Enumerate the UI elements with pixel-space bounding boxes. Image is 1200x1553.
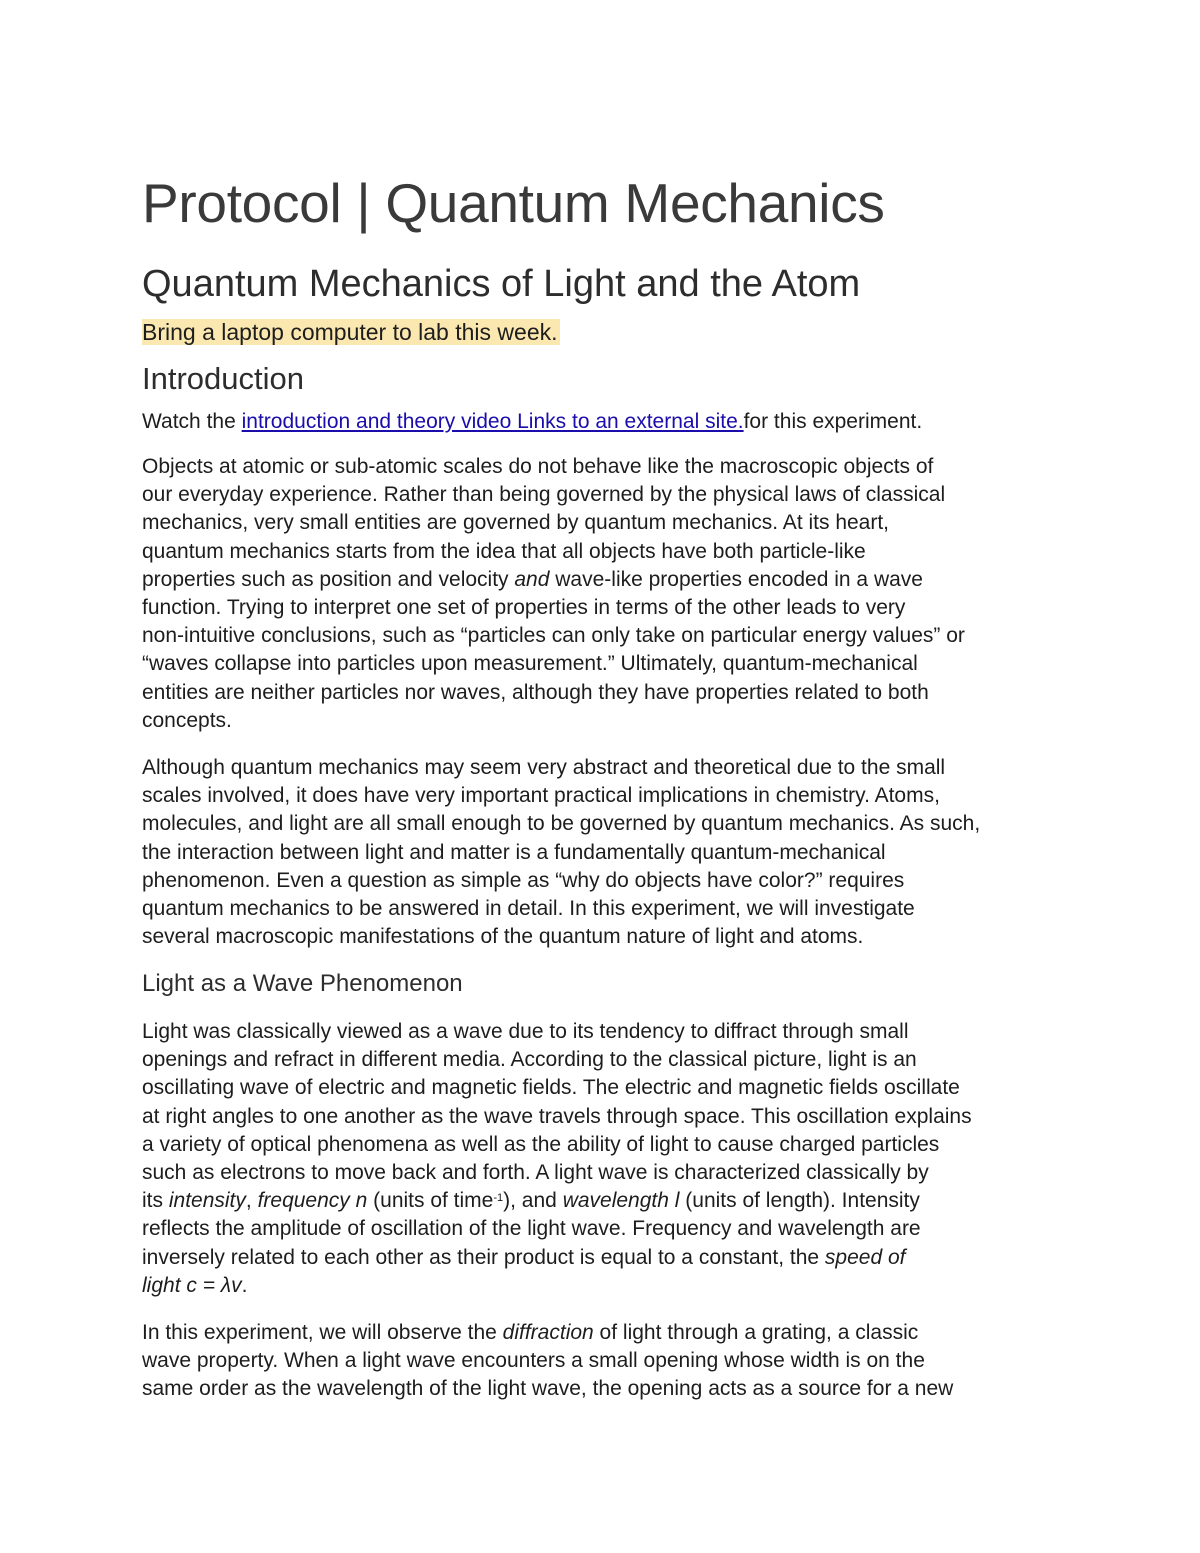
intro-paragraph-2 (142, 754, 980, 951)
emphasis: diffraction (502, 1321, 594, 1344)
watch-video-line (142, 408, 922, 436)
lab-notice (142, 316, 560, 348)
text-run: , (245, 1189, 258, 1213)
emphasis: intensity (168, 1189, 246, 1213)
page-title: Protocol | Quantum Mechanics (142, 172, 885, 234)
watch-suffix: for this experiment. (743, 410, 923, 433)
text-line: concepts. (142, 708, 232, 732)
text-run: (units of time (367, 1189, 494, 1213)
emphasis: wavelength l (562, 1189, 680, 1213)
text-line: openings and refract in different media. According to the classical picture, light is an (142, 1048, 917, 1072)
text-line: phenomenon. Even a question as simple as “why do objects have color?” requires (142, 868, 905, 892)
text-line: mechanics, very small entities are governed by quantum mechanics. At its heart, (142, 511, 890, 535)
text-line: oscillating wave of electric and magnetic fields. The electric and magnetic fields oscillate (142, 1076, 960, 1100)
superscript: -1 (493, 1192, 504, 1205)
watch-prefix: Watch the (142, 410, 242, 433)
emphasis: speed of (824, 1245, 906, 1269)
light-wave-paragraph-1 (142, 1018, 972, 1300)
text-line: non-intuitive conclusions, such as “particles can only take on particular energy values” or (142, 624, 965, 648)
text-line: entities are neither particles nor waves, although they have properties related to both (142, 680, 929, 704)
text-run: its (142, 1189, 169, 1213)
text-line: at right angles to one another as the wave travels through space. This oscillation explains (142, 1104, 972, 1128)
text-line: reflects the amplitude of oscillation of the light wave. Frequency and wavelength are (142, 1217, 921, 1241)
text-run: wave-like properties encoded in a wave (549, 567, 923, 591)
watch-video-paragraph (142, 408, 922, 436)
text-line: wave property. When a light wave encounters a small opening whose width is on the (142, 1349, 925, 1373)
text-line: Light was classically viewed as a wave due to its tendency to diffract through small (142, 1020, 909, 1043)
text-run: (units of length). Intensity (679, 1189, 920, 1213)
text-line: our everyday experience. Rather than being governed by the physical laws of classical (142, 483, 946, 507)
intro-paragraph-1 (142, 453, 965, 735)
text-line: a variety of optical phenomena as well as the ability of light to cause charged particles (142, 1132, 940, 1156)
emphasis: light c = λv (142, 1273, 242, 1297)
text-run: inversely related to each other as their product is equal to a constant, the (142, 1245, 825, 1269)
text-line: quantum mechanics to be answered in detail. In this experiment, we will investigate (142, 897, 915, 921)
text-line: “waves collapse into particles upon measurement.” Ultimately, quantum-mechanical (142, 652, 918, 676)
text-run: In this experiment, we will observe the (142, 1321, 503, 1344)
text-line (142, 1319, 953, 1347)
text-line (142, 1244, 972, 1272)
light-wave-paragraph-2 (142, 1319, 953, 1404)
text-run: ), and (503, 1189, 563, 1213)
text-line: Although quantum mechanics may seem very abstract and theoretical due to the small (142, 756, 946, 779)
text-line: quantum mechanics starts from the idea that all objects have both particle-like (142, 539, 866, 563)
text-line: molecules, and light are all small enough to be governed by quantum mechanics. As such, (142, 812, 981, 836)
text-line (142, 566, 965, 594)
theory-video-link[interactable]: introduction and theory video Links to an external site. (241, 410, 744, 433)
text-line: the interaction between light and matter is a fundamentally quantum-mechanical (142, 840, 886, 864)
page-subtitle: Quantum Mechanics of Light and the Atom (142, 263, 861, 305)
text-line: same order as the wavelength of the light wave, the opening acts as a source for a new (142, 1377, 954, 1401)
introduction-heading: Introduction (142, 361, 304, 396)
text-line (142, 1187, 972, 1215)
lab-notice-text: Bring a laptop computer to lab this week. (142, 319, 558, 345)
emphasis: and (514, 567, 550, 591)
light-wave-heading: Light as a Wave Phenomenon (142, 970, 463, 997)
text-line: Objects at atomic or sub-atomic scales do not behave like the macroscopic objects of (142, 455, 934, 478)
text-run: of light through a grating, a classic (593, 1321, 919, 1344)
emphasis: frequency n (257, 1189, 368, 1213)
text-line: function. Trying to interpret one set of properties in terms of the other leads to very (142, 596, 906, 620)
text-run: properties such as position and velocity (142, 567, 515, 591)
text-line (142, 1272, 972, 1300)
text-line: scales involved, it does have very important practical implications in chemistry. Atoms, (142, 784, 940, 808)
text-line: several macroscopic manifestations of the quantum nature of light and atoms. (142, 925, 864, 949)
text-run: . (241, 1273, 248, 1297)
text-line: such as electrons to move back and forth. A light wave is characterized classically by (142, 1161, 929, 1185)
